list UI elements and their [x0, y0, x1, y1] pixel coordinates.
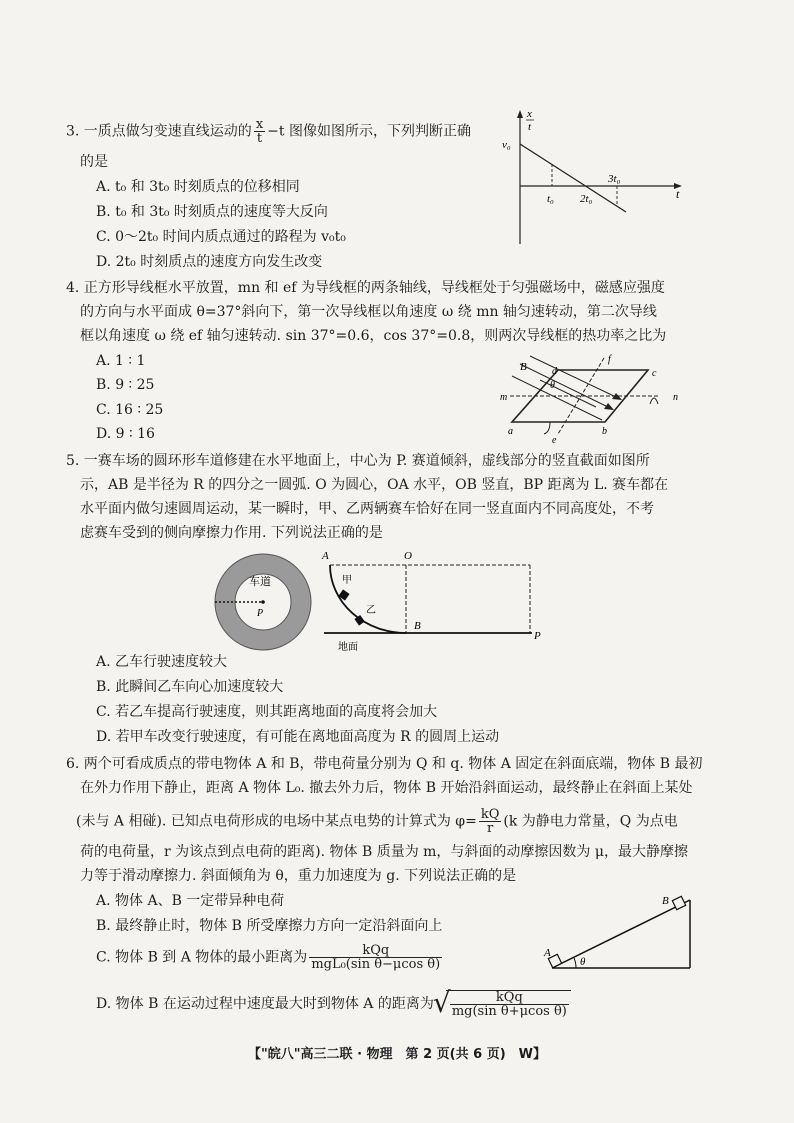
q5-stem-line-4: 虑赛车受到的侧向摩擦力作用. 下列说法正确的是: [80, 525, 383, 541]
q5-center-dot: [261, 600, 265, 604]
q5-label-P: P: [534, 630, 541, 642]
q4-label-n: n: [673, 392, 678, 403]
q5-label-A: A: [322, 550, 329, 562]
q3-stem: [66, 118, 471, 145]
q6-option-a: A. 物体 A、B 一定带异种电荷: [96, 893, 285, 909]
q4-label-f: f: [608, 354, 611, 365]
q6-option-c-fraction: [309, 944, 442, 971]
q6-stem-line-1: 6. 两个可看成质点的带电物体 A 和 B，带电荷量分别为 Q 和 q. 物体 A 固定在斜面底端，物体 B 最初: [66, 756, 703, 772]
q6-stem-line-3: [76, 808, 678, 835]
page-footer: 【"皖八"高三二联 · 物理 第 2 页(共 6 页) W】: [248, 1047, 546, 1062]
q3-frac-num: x: [255, 117, 264, 132]
q4-rotation-arrow: [650, 398, 658, 404]
q5-label-jia: 甲: [342, 575, 352, 586]
q3-2t0-label: 2t₀: [580, 193, 593, 205]
q4-label-B: B: [520, 361, 527, 373]
q6-stem-line-5: 力等于滑动摩擦力. 斜面倾角为 θ，重力加速度为 g. 下列说法正确的是: [80, 868, 517, 884]
q6-option-d-fraction: [450, 991, 569, 1018]
q5-option-c: C. 若乙车提高行驶速度，则其距离地面的高度将会加大: [96, 704, 438, 720]
q5-option-d: D. 若甲车改变行驶速度，有可能在离地面高度为 R 的圆周上运动: [96, 729, 500, 745]
q3-xt-t-graph: [500, 106, 690, 251]
q6-option-c-num: kQq: [309, 944, 442, 958]
q5-label-ground: 地面: [338, 642, 358, 653]
q6-stem-line-4: 荷的电荷量，r 为该点到点电荷的距离). 物体 B 质量为 m，与斜面的动摩擦因数为 μ，最大静摩擦: [80, 844, 688, 860]
q4-label-c: c: [652, 368, 657, 379]
q6-potential-num: kQ: [480, 807, 500, 822]
q6-label-B: B: [662, 895, 669, 907]
q6-incline-figure: [540, 892, 700, 974]
q3-y-label-num: x: [527, 108, 532, 120]
q6-option-d-den: mg(sin θ+μcos θ): [451, 1004, 567, 1019]
q5-ring-P-label: P: [257, 608, 264, 619]
q4-field-arrow-1: [604, 403, 614, 410]
q3-y-label-den: t: [528, 121, 532, 133]
q4-label-d: d: [552, 366, 557, 377]
q5-option-a: A. 乙车行驶速度较大: [96, 654, 228, 670]
q6-potential-den: r: [486, 821, 494, 836]
q3-stem-text-a: 3. 一质点做匀变速直线运动的: [66, 123, 252, 140]
q6-option-d-num: √ kQq: [450, 991, 569, 1005]
q5-label-O: O: [404, 550, 412, 562]
q6-option-d-sqrt: [446, 990, 571, 1018]
q3-option-b: B. t₀ 和 3t₀ 时刻质点的速度等大反向: [96, 204, 328, 220]
q3-t0-label: t₀: [547, 193, 554, 205]
q3-option-a: A. t₀ 和 3t₀ 时刻质点的位移相同: [96, 179, 300, 195]
q3-option-d: D. 2t₀ 时刻质点的速度方向发生改变: [96, 254, 323, 270]
q4-option-d: D. 9 ∶ 16: [96, 426, 155, 442]
q4-ef-rotation: [544, 422, 550, 434]
q4-stem-line-1: 4. 正方形导线框水平放置，mn 和 ef 为导线框的两条轴线，导线框处于匀强磁场中，磁感应强度: [66, 280, 665, 296]
q5-cross-section-figure: [318, 547, 548, 657]
q5-label-yi: 乙: [366, 605, 376, 616]
q6-potential-fraction: [479, 808, 502, 835]
q4-coil-figure: [490, 350, 690, 445]
q3-option-c: C. 0～2t₀ 时间内质点通过的路程为 v₀t₀: [96, 229, 346, 245]
q4-label-e: e: [552, 435, 557, 445]
q4-stem-line-3: 框以角速度 ω 绕 ef 轴匀速转动. sin 37°=0.6，cos 37°=0.8，则两次导线框的热功率之比为: [80, 328, 667, 344]
q6-option-c: [96, 944, 444, 971]
q6-line3-text-a: (未与 A 相碰). 已知点电荷形成的电场中某点电势的计算式为 φ=: [76, 813, 477, 830]
q5-stem-line-1: 5. 一赛车场的圆环形车道修建在水平地面上，中心为 P. 赛道倾斜，虚线部分的竖直截面如图所: [66, 453, 650, 469]
q4-option-c: C. 16 ∶ 25: [96, 402, 164, 418]
q6-incline-slope: [552, 900, 690, 968]
q6-option-c-den: mgL₀(sin θ−μcos θ): [311, 957, 441, 972]
q3-y-arrow: [517, 110, 523, 118]
q3-fraction: [254, 118, 265, 145]
q3-stem-continued: 的是: [80, 154, 108, 170]
q5-stem-line-2: 示，AB 是半径为 R 的四分之一圆弧. O 为圆心，OA 水平，OB 竖直，BP 距离为 L. 赛车都在: [80, 477, 669, 493]
q4-label-m: m: [500, 392, 508, 403]
q6-option-d-text: D. 物体 B 在运动过程中速度最大时到物体 A 的距离为: [96, 996, 434, 1012]
q5-option-b: B. 此瞬间乙车向心加速度较大: [96, 679, 284, 695]
q6-option-d: [96, 990, 571, 1018]
q6-option-b: B. 最终静止时，物体 B 所受摩擦力方向一定沿斜面向上: [96, 918, 443, 934]
q4-option-a: A. 1 ∶ 1: [96, 353, 146, 369]
q3-frac-den: t: [256, 131, 263, 146]
q4-label-b: b: [602, 426, 607, 437]
q6-option-c-text: C. 物体 B 到 A 物体的最小距离为: [96, 949, 308, 966]
q6-label-A: A: [544, 947, 551, 959]
q4-option-b: B. 9 ∶ 25: [96, 377, 155, 393]
q6-line3-text-b: (k 为静电力常量，Q 为点电: [503, 813, 678, 830]
q4-label-a: a: [508, 426, 513, 437]
q4-stem-line-2: 的方向与水平面成 θ=37°斜向下，第一次导线框以角速度 ω 绕 mn 轴匀速转动，第二次导线: [80, 304, 657, 320]
q3-3t0-label: 3t₀: [608, 173, 621, 185]
q6-label-theta: θ: [580, 956, 586, 968]
q6-angle-arc: [574, 958, 576, 968]
q3-stem-text-b: −t 图像如图所示，下列判断正确: [267, 123, 471, 140]
q6-stem-line-2: 在外力作用下静止，距离 A 物体 L₀. 撤去外力后，物体 B 开始沿斜面运动，最终静止在斜面上某处: [80, 780, 693, 796]
q5-stem-line-3: 水平面内做匀速圆周运动，某一瞬时，甲、乙两辆赛车恰好在同一竖直面内不同高度处，不考: [80, 501, 654, 517]
q3-v0-label: v₀: [502, 139, 511, 151]
q5-ring-track-figure: [205, 548, 325, 658]
q5-label-B: B: [414, 620, 421, 632]
q5-track-label: 车道: [249, 576, 271, 588]
q3-x-label: t: [676, 187, 680, 201]
q4-label-theta: θ: [550, 380, 555, 391]
